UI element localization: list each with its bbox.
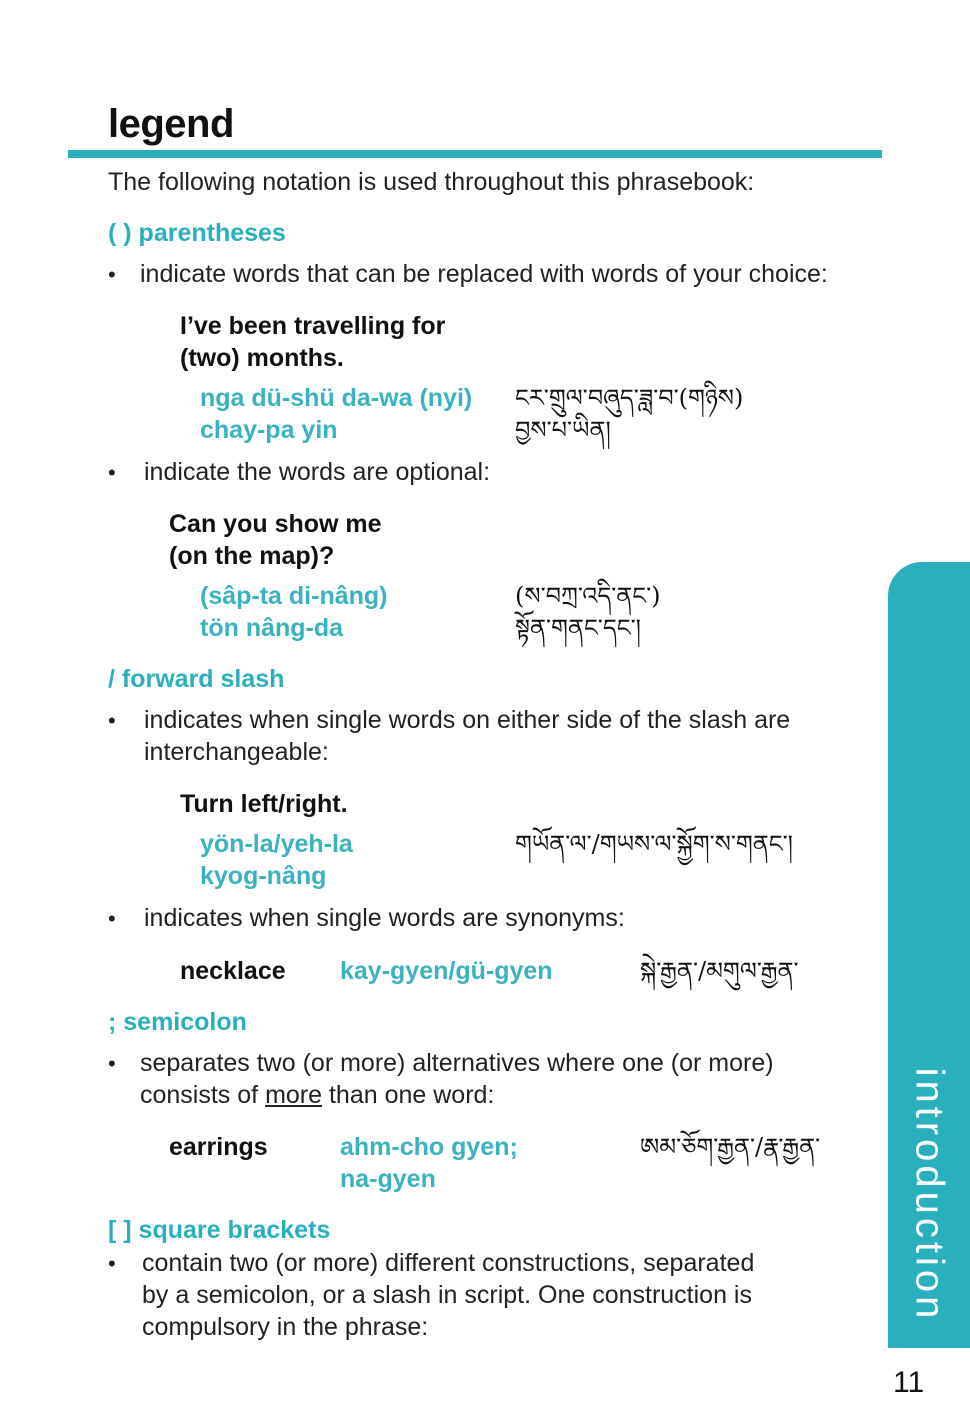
- example-phonetic: na-gyen: [340, 1165, 436, 1193]
- text-span: than one word:: [322, 1081, 495, 1109]
- title-rule: [68, 150, 882, 158]
- chapter-tab-label: introduction: [907, 1067, 952, 1323]
- example-phonetic: yön-la/yeh-la: [200, 830, 353, 858]
- example-english: (on the map)?: [169, 542, 335, 570]
- example-phonetic: chay-pa yin: [200, 416, 338, 444]
- bullet-icon: •: [108, 906, 116, 931]
- semicolon-bullet-1: [140, 1079, 494, 1111]
- example-english: earrings: [169, 1133, 268, 1161]
- example-tibetan-script: སྟོན་གནང་དང་།: [515, 614, 641, 642]
- bullet-icon: •: [108, 1251, 116, 1276]
- bullet-icon: •: [108, 708, 116, 733]
- example-phonetic: nga dü-shü da-wa (nyi): [200, 384, 473, 412]
- example-english: I’ve been travelling for: [180, 312, 446, 340]
- example-english: necklace: [180, 957, 286, 985]
- brackets-bullet-1: compulsory in the phrase:: [142, 1313, 429, 1341]
- example-english: Can you show me: [169, 510, 382, 538]
- page-title: legend: [108, 102, 234, 146]
- brackets-bullet-1: by a semicolon, or a slash in script. One construction is: [142, 1281, 752, 1309]
- text-span: consists of: [140, 1081, 266, 1109]
- example-phonetic: ahm-cho gyen;: [340, 1133, 518, 1161]
- example-english: Turn left/right.: [180, 790, 348, 818]
- parentheses-bullet-2: indicate the words are optional:: [144, 458, 491, 486]
- example-phonetic: kay-gyen/gü-gyen: [340, 957, 553, 985]
- example-english: (two) months.: [180, 344, 344, 372]
- example-tibetan-script: ཨམ་ཅོག་རྒྱན་/རྣ་རྒྱན་: [640, 1133, 821, 1161]
- bullet-icon: •: [108, 1051, 116, 1076]
- section-heading-forward-slash: / forward slash: [108, 665, 285, 693]
- brackets-bullet-1: contain two (or more) different constructions, separated: [142, 1249, 755, 1277]
- section-heading-parentheses: ( ) parentheses: [108, 219, 286, 247]
- section-heading-semicolon: ; semicolon: [108, 1008, 247, 1036]
- slash-bullet-1: interchangeable:: [144, 738, 329, 766]
- example-tibetan-script: བྱས་པ་ཡིན།: [515, 416, 611, 444]
- bullet-icon: •: [108, 460, 116, 485]
- slash-bullet-1: indicates when single words on either side of the slash are: [144, 706, 791, 734]
- semicolon-bullet-1: separates two (or more) alternatives where one (or more): [140, 1049, 774, 1077]
- parentheses-bullet-1: indicate words that can be replaced with words of your choice:: [140, 260, 828, 288]
- example-phonetic: kyog-nâng: [200, 862, 327, 890]
- example-phonetic: tön nâng-da: [200, 614, 344, 642]
- page-number: 11: [893, 1366, 925, 1399]
- section-heading-square-brackets: [ ] square brackets: [108, 1216, 331, 1244]
- intro-text: The following notation is used throughout this phrasebook:: [108, 168, 755, 196]
- example-tibetan-script: གཡོན་ལ་/གཡས་ལ་སྐྱོག་ས་གནང་།: [515, 830, 793, 858]
- example-tibetan-script: ངར་གྲུལ་བཞུད་ཟླ་བ་(གཉིས): [515, 384, 744, 412]
- example-phonetic: (sâp-ta di-nâng): [200, 582, 388, 610]
- example-tibetan-script: སྐེ་རྒྱན་/མགུལ་རྒྱན་: [640, 957, 799, 985]
- example-tibetan-script: (ས་བཀྲ་འདི་ནང་): [515, 582, 661, 610]
- slash-bullet-2: indicates when single words are synonyms:: [144, 904, 625, 932]
- underlined-word: more: [265, 1081, 323, 1109]
- bullet-icon: •: [108, 262, 116, 287]
